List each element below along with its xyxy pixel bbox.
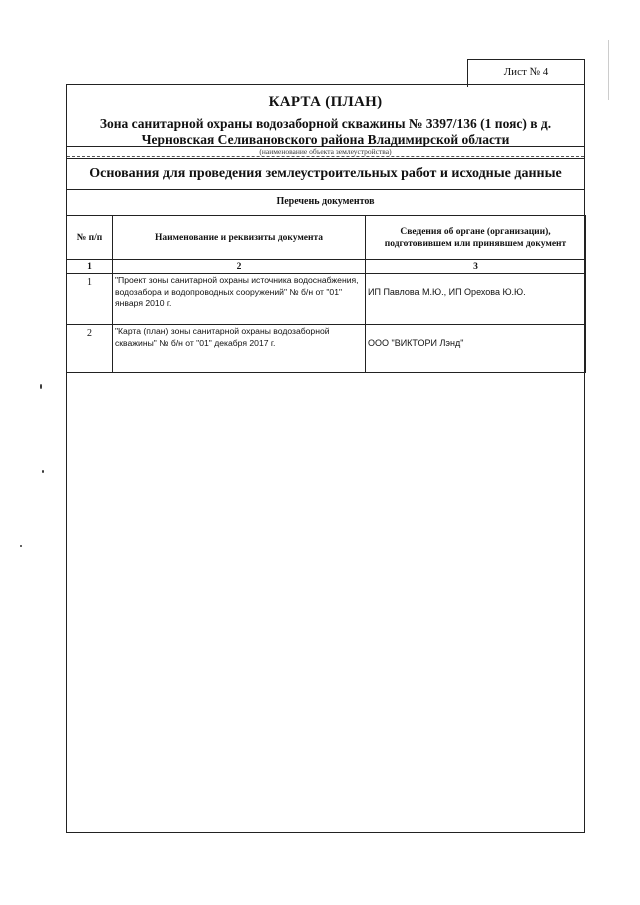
- column-number: 2: [113, 260, 366, 274]
- sheet-number: Лист № 4: [503, 66, 549, 78]
- column-number: 3: [366, 260, 586, 274]
- object-name: [77, 116, 574, 148]
- documents-table: [66, 215, 586, 373]
- row-number: 2: [67, 325, 113, 373]
- organization-cell: ИП Павлова М.Ю., ИП Орехова Ю.Ю.: [366, 274, 586, 325]
- document-title: КАРТА (ПЛАН): [268, 94, 383, 110]
- document-cell: "Проект зоны санитарной охраны источника водоснабжения, водозабора и водопроводных сооружений" № б/н от "01" января 2010 г.: [113, 274, 366, 325]
- table-row: [67, 274, 586, 325]
- dashed-divider: [67, 156, 584, 157]
- organization-cell: ООО "ВИКТОРИ Лэнд": [366, 325, 586, 373]
- object-name-line-1: Зона санитарной охраны водозаборной скважины № 3397/136 (1 пояс) в д.: [99, 116, 552, 131]
- column-number-row: [67, 260, 586, 274]
- object-name-line-2: Черновская Селивановского района Владимирской области: [141, 132, 510, 147]
- header-number: № п/п: [67, 216, 113, 260]
- scan-edge-mark: [608, 40, 609, 100]
- document-list-title: Перечень документов: [276, 196, 375, 207]
- scan-speck: [40, 384, 42, 389]
- scan-speck: [20, 545, 22, 547]
- scan-speck: [42, 470, 44, 473]
- table-header-row: [67, 216, 586, 260]
- header-organization: Сведения об органе (организации), подготовившем или принявшем документ: [366, 216, 586, 260]
- sheet-number-box: [467, 59, 585, 87]
- row-number: 1: [67, 274, 113, 325]
- document-frame: [66, 84, 585, 833]
- divider: [67, 189, 584, 190]
- document-cell: "Карта (план) зоны санитарной охраны водозаборной скважины" № б/н от "01" декабря 2017 г.: [113, 325, 366, 373]
- divider: [67, 158, 584, 159]
- table-row: [67, 325, 586, 373]
- header-document: Наименование и реквизиты документа: [113, 216, 366, 260]
- section-title: Основания для проведения землеустроительных работ и исходные данные: [89, 166, 562, 181]
- object-caption: (наименование объекта землеустройства): [259, 147, 392, 156]
- column-number: 1: [67, 260, 113, 274]
